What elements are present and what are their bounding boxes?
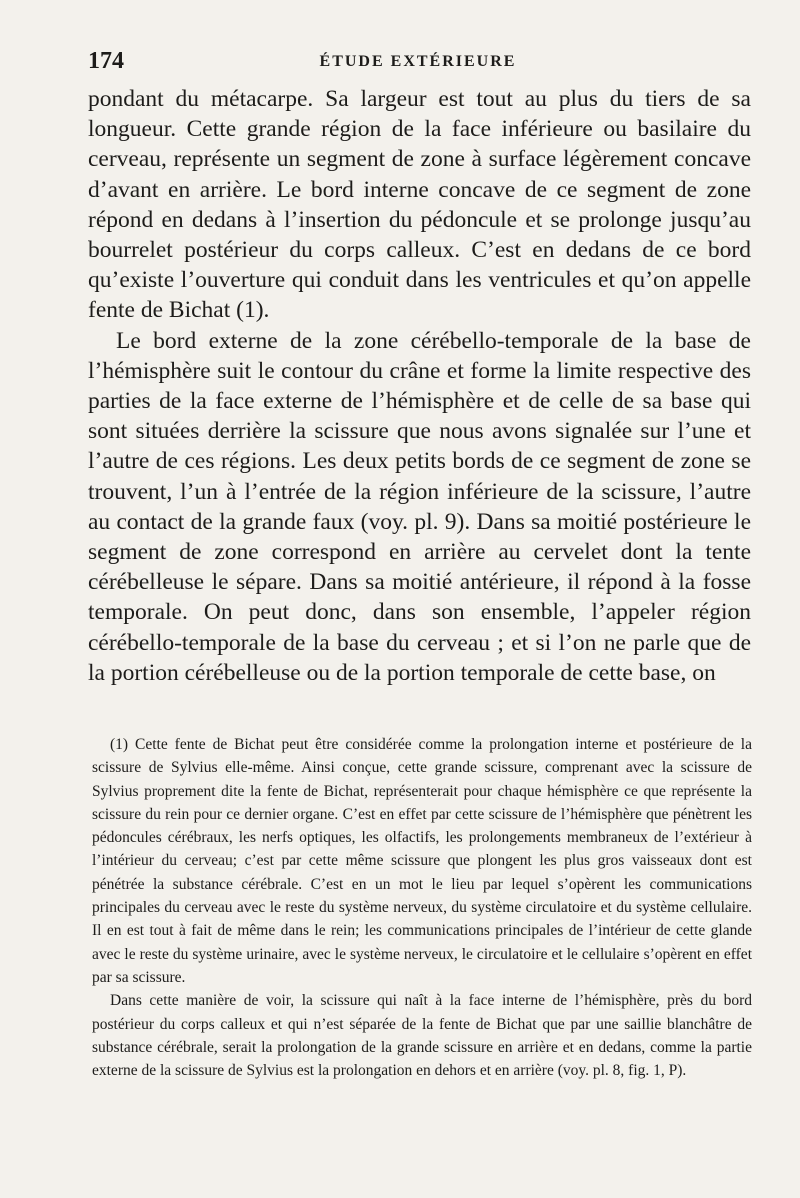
running-title: ÉTUDE EXTÉRIEURE xyxy=(319,53,517,70)
footnotes xyxy=(92,733,752,1082)
page-header xyxy=(88,48,748,78)
page-number: 174 xyxy=(88,48,124,74)
footnote-continuation: Dans cette manière de voir, la scissure qui naît à la face interne de l’hémisphère, près du bord postérieur du corps calleux et qui n’est séparée de la fente de Bichat que par une saillie blanchâtre de substance cérébrale, serait la prolongation de la grande scissure en arrière et en dedans, comme la partie externe de la scissure de Sylvius est la prolongation en dehors et en arrière (voy. pl. 8, fig. 1, P). xyxy=(92,992,752,1080)
main-text xyxy=(88,84,751,688)
paragraph: pondant du métacarpe. Sa largeur est tout au plus du tiers de sa longueur. Cette grande région de la face inférieure ou basilaire du cerveau, représente un segment de zone à surface légèrement concave d’avant en arrière. Le bord interne concave de ce segment de zone répond en dedans à l’insertion du pédoncule et se prolonge jusqu’au bourrelet postérieur du corps calleux. C’est en dedans de ce bord qu’existe l’ouverture qui conduit dans les ventricules et qu’on appelle fente de Bichat (1). xyxy=(88,86,751,324)
footnote: (1) Cette fente de Bichat peut être considérée comme la prolongation interne et postérieure de la scissure de Sylvius elle-même. Ainsi conçue, cette grande scissure, comprenant avec la scissure de Sylvius proprement dite la fente de Bichat, représenterait pour chaque hémisphère ce que représente la scissure du rein pour ce dernier organe. C’est en effet par cette scissure de l’hémisphère que pénètrent les pédoncules cérébraux, les nerfs optiques, les olfactifs, les prolongements membraneux de l’extérieur à l’intérieur du cerveau; c’est par cette même scissure que plongent les plus gros vaisseaux dont est pénétrée la substance cérébrale. C’est en un mot le lieu par lequel s’opèrent les communications principales du cerveau avec le reste du système nerveux, du système circulatoire et du système cellulaire. Il en est tout à fait de même dans le rein; les communications principales de l’intérieur de cette glande avec le reste du système urinaire, avec le système nerveux, le circulatoire et le cellulaire s’opèrent en effet par sa scissure. xyxy=(92,736,752,986)
paragraph: Le bord externe de la zone cérébello-temporale de la base de l’hémisphère suit le contour du crâne et forme la limite respective des parties de la face externe de l’hémisphère et de celle de sa base qui sont situées derrière la scissure que nous avons signalée sur l’une et l’autre de ces régions. Les deux petits bords de ce segment de zone se trouvent, l’un à l’entrée de la région inférieure de la scissure, l’autre au contact de la grande faux (voy. pl. 9). Dans sa moitié postérieure le segment de zone correspond en arrière au cervelet dont la tente cérébelleuse le sépare. Dans sa moitié antérieure, il répond à la fosse temporale. On peut donc, dans son ensemble, l’appeler région cérébello-temporale de la base du cerveau ; et si l’on ne parle que de la portion cérébelleuse ou de la portion temporale de cette base, on xyxy=(88,327,751,686)
